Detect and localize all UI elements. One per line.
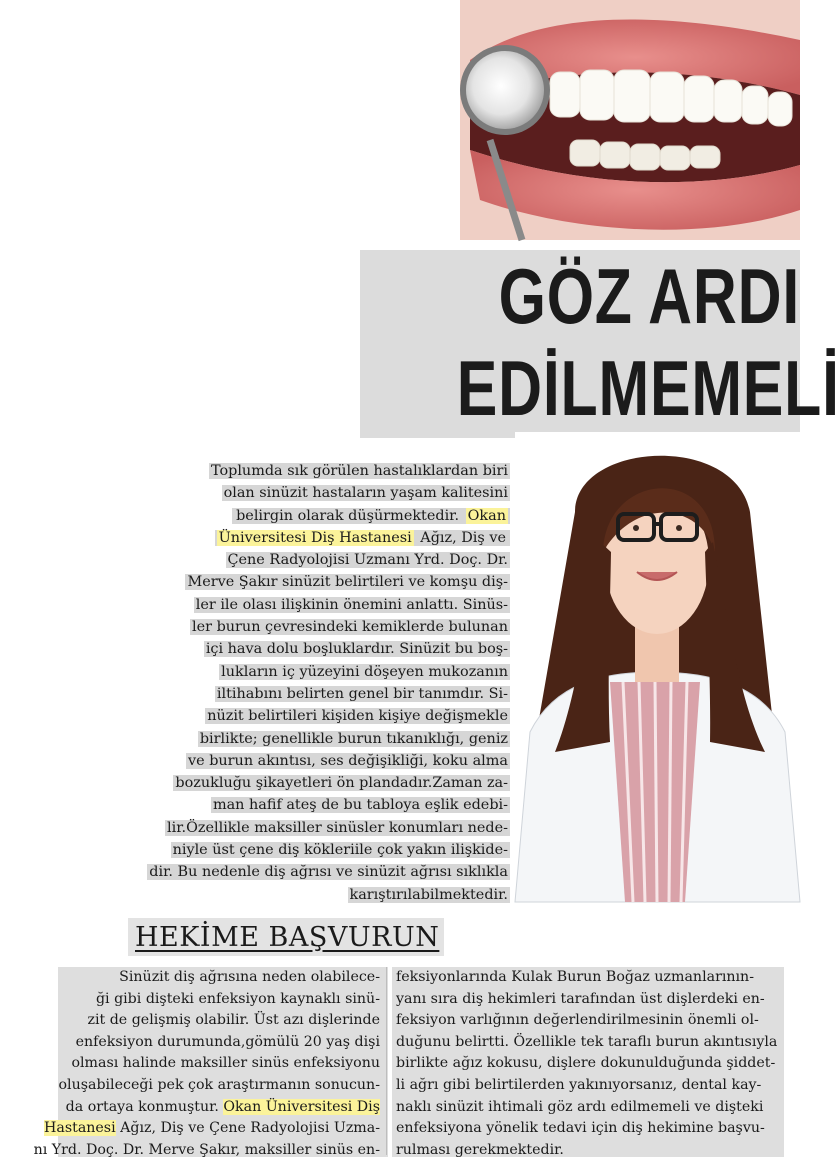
column-line: yanı sıra diş hekimleri tarafından üst dişlerdeki en-	[396, 990, 765, 1007]
intro-line: ler ile olası ilişkinin önemini anlattı. Sinüs-	[195, 596, 508, 613]
highlighted-text: Hastanesi	[44, 1120, 116, 1137]
portrait-photo	[515, 432, 800, 902]
intro-line: Üniversitesi Diş Hastanesi Ağız, Diş ve	[215, 530, 510, 546]
intro-line: Çene Radyolojisi Uzmanı Yrd. Doç. Dr.	[227, 552, 508, 569]
smile-illustration	[460, 0, 800, 240]
intro-line: dir. Bu nedenle diş ağrısı ve sinüzit ağrısı sıklıkla	[149, 864, 508, 881]
headline-line-2: EDİLMEMELİ	[456, 344, 840, 432]
column-line: olması halinde maksiller sinüs enfeksiyonu	[71, 1055, 380, 1072]
highlighted-text: Okan Üniversitesi Diş	[223, 1098, 380, 1115]
intro-line: ve burun akıntısı, ses değişikliği, koku alma	[187, 752, 508, 769]
column-line: da ortaya konmuştur. Okan Üniversitesi Diş	[65, 1098, 380, 1115]
column-line: oluşabileceği pek çok araştırmanın sonucun-	[58, 1076, 380, 1093]
highlighted-text: Üniversitesi Diş Hastanesi	[218, 529, 412, 546]
intro-line: belirgin olarak düşürmektedir. Okan	[232, 508, 510, 524]
column-line: Hastanesi Ağız, Diş ve Çene Radyolojisi Uzma-	[44, 1120, 380, 1137]
intro-line: karıştırılabilmektedir.	[349, 886, 508, 903]
intro-line: içi hava dolu boşluklardır. Sinüzit bu boş-	[205, 641, 508, 658]
intro-line: lir.Özellikle maksiller sinüsler konumları nede-	[167, 819, 508, 836]
column-line: Sinüzit diş ağrısına neden olabilece-	[119, 969, 380, 985]
column-line: ği gibi dişteki enfeksiyon kaynaklı sinü-	[95, 990, 380, 1007]
column-line: zit de gelişmiş olabilir. Üst azı dişlerinde	[87, 1012, 380, 1029]
intro-line: ler burun çevresindeki kemiklerde bulunan	[192, 619, 508, 636]
intro-line: Toplumda sık görülen hastalıklardan biri	[210, 463, 508, 479]
intro-line: niyle üst çene diş kökleriile çok yakın ilişkide-	[172, 842, 508, 859]
portrait-illustration	[515, 432, 800, 902]
smile-photo	[460, 0, 800, 240]
intro-line: Merve Şakır sinüzit belirtileri ve komşu diş-	[187, 574, 508, 591]
column-line: nı Yrd. Doç. Dr. Merve Şakır, maksiller sinüs en-	[33, 1141, 380, 1158]
intro-line: man hafif ateş de bu tabloya eşlik edebi-	[212, 797, 508, 814]
intro-line: birlikte; genellikle burun tıkanıklığı, geniz	[199, 730, 508, 747]
highlighted-text: Okan	[467, 507, 506, 524]
headline-line-1: GÖZ ARDI	[498, 252, 800, 340]
intro-line: olan sinüzit hastaların yaşam kalitesini	[223, 485, 508, 502]
column-line: naklı sinüzit ihtimali göz ardı edilmemeli ve dişteki	[396, 1098, 764, 1115]
column-line: birlikte ağız kokusu, dişlere dokunulduğunda şiddet-	[396, 1055, 776, 1072]
column-line: feksiyonlarında Kulak Burun Boğaz uzmanlarının-	[396, 969, 754, 985]
right-column	[396, 967, 788, 1161]
column-line: enfeksiyon durumunda,gömülü 20 yaş dişi	[75, 1033, 380, 1050]
intro-line: lukların iç yüzeyini döşeyen mukozanın	[221, 663, 508, 680]
intro-line: bozukluğu şikayetleri ön plandadır.Zaman za-	[175, 775, 508, 792]
column-line: duğunu belirtti. Özellikle tek taraflı burun akıntısıyla	[396, 1033, 778, 1050]
intro-line: nüzit belirtileri kişiden kişiye değişmekle	[207, 708, 508, 725]
headline	[456, 250, 840, 434]
column-divider	[386, 967, 387, 1155]
column-line: enfeksiyona yönelik tedavi için diş hekimine başvu-	[396, 1120, 765, 1137]
intro-paragraph	[100, 460, 510, 906]
column-line: feksiyon varlığının değerlendirilmesinin önemli ol-	[396, 1012, 759, 1029]
column-line: rulması gerekmektedir.	[396, 1141, 564, 1158]
intro-line: iltihabını belirten genel bir tanımdır. Si-	[216, 685, 508, 702]
subheading: HEKİME BAŞVURUN	[135, 922, 440, 953]
column-line: li ağrı gibi belirtilerden yakınıyorsanız, dental kay-	[396, 1076, 762, 1093]
left-column	[8, 967, 380, 1161]
